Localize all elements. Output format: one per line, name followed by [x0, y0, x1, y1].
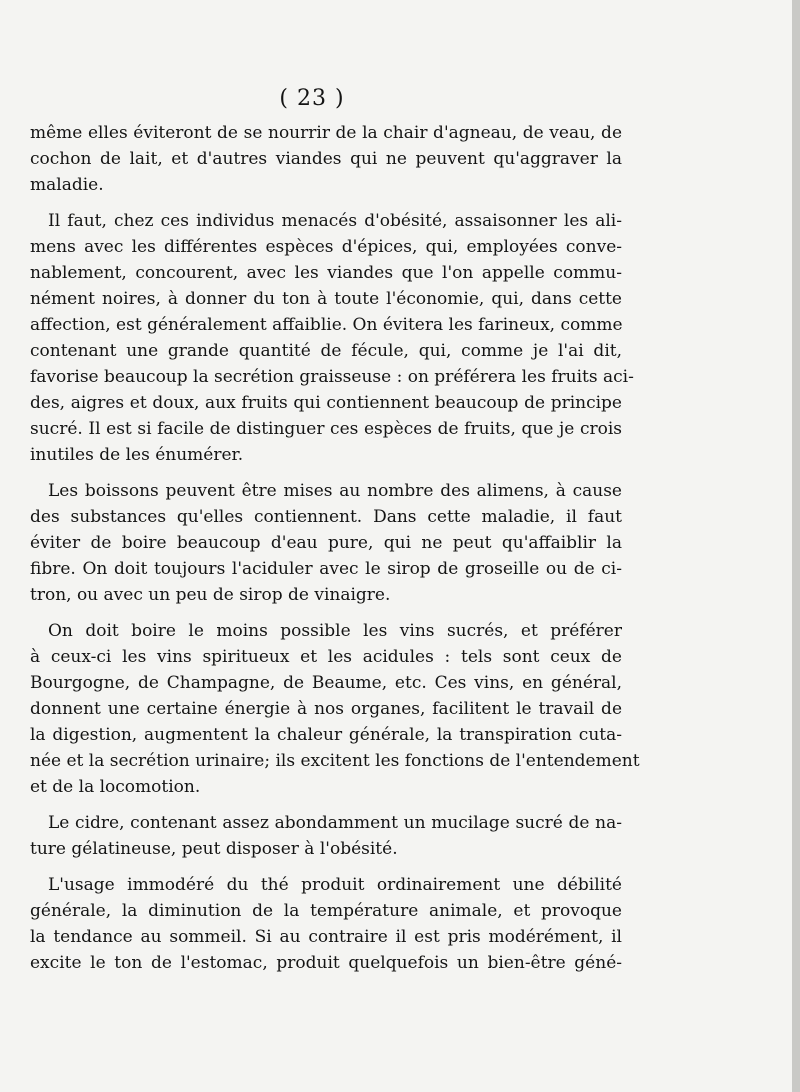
page-edge-mark: [792, 0, 800, 1092]
text-line: des, aigres et doux, aux fruits qui contiennent beaucoup de principe: [30, 393, 622, 413]
text-line: la tendance au sommeil. Si au contraire il est pris modérément, il: [30, 927, 622, 947]
text-line: Il faut, chez ces individus menacés d'obésité, assaisonner les ali-: [48, 211, 622, 231]
text-line: cochon de lait, et d'autres viandes qui ne peuvent qu'aggraver la: [30, 149, 622, 169]
text-line: et de la locomotion.: [30, 777, 201, 797]
paragraph-3: [30, 478, 622, 608]
paragraph-2: [30, 208, 634, 468]
text-line: née et la secrétion urinaire; ils excitent les fonctions de l'entendement: [30, 751, 640, 771]
text-line: inutiles de les énumérer.: [30, 445, 244, 465]
text-line: L'usage immodéré du thé produit ordinairement une débilité: [48, 875, 622, 895]
text-line: excite le ton de l'estomac, produit quelquefois un bien-être géné-: [30, 953, 622, 973]
text-line: favorise beaucoup la secrétion graisseuse : on préférera les fruits aci-: [30, 367, 634, 387]
text-line: Les boissons peuvent être mises au nombre des alimens, à cause: [48, 481, 622, 501]
text-line: la digestion, augmentent la chaleur générale, la transpiration cuta-: [30, 725, 622, 745]
body-text: [30, 120, 640, 976]
text-line: même elles éviteront de se nourrir de la chair d'agneau, de veau, de: [30, 123, 622, 143]
text-line: fibre. On doit toujours l'aciduler avec le sirop de groseille ou de ci-: [30, 559, 622, 579]
text-line: On doit boire le moins possible les vins sucrés, et préférer: [48, 621, 622, 641]
page-number: ( 23 ): [279, 86, 345, 111]
text-line: tron, ou avec un peu de sirop de vinaigre.: [30, 585, 391, 605]
paragraph-4: [30, 618, 640, 800]
text-line: sucré. Il est si facile de distinguer ces espèces de fruits, que je crois: [30, 419, 622, 439]
text-line: nément noires, à donner du ton à toute l'économie, qui, dans cette: [30, 289, 622, 309]
paragraph-1: [30, 120, 622, 198]
text-line: Le cidre, contenant assez abondamment un mucilage sucré de na-: [48, 813, 622, 833]
text-line: générale, la diminution de la température animale, et provoque: [30, 901, 622, 921]
paragraph-5: [30, 810, 622, 862]
text-line: éviter de boire beaucoup d'eau pure, qui ne peut qu'affaiblir la: [30, 533, 622, 553]
text-line: contenant une grande quantité de fécule, qui, comme je l'ai dit,: [30, 341, 622, 361]
text-line: donnent une certaine énergie à nos organes, facilitent le travail de: [30, 699, 622, 719]
text-line: Bourgogne, de Champagne, de Beaume, etc. Ces vins, en général,: [30, 673, 622, 693]
text-line: maladie.: [30, 175, 104, 195]
text-line: ture gélatineuse, peut disposer à l'obésité.: [30, 839, 398, 859]
text-line: à ceux-ci les vins spiritueux et les acidules : tels sont ceux de: [30, 647, 622, 667]
text-line: affection, est généralement affaiblie. On évitera les farineux, comme: [30, 315, 623, 335]
text-line: mens avec les différentes espèces d'épices, qui, employées conve-: [30, 237, 622, 257]
text-line: des substances qu'elles contiennent. Dans cette maladie, il faut: [30, 507, 622, 527]
paragraph-6: [30, 872, 622, 976]
text-line: nablement, concourent, avec les viandes que l'on appelle commu-: [30, 263, 622, 283]
